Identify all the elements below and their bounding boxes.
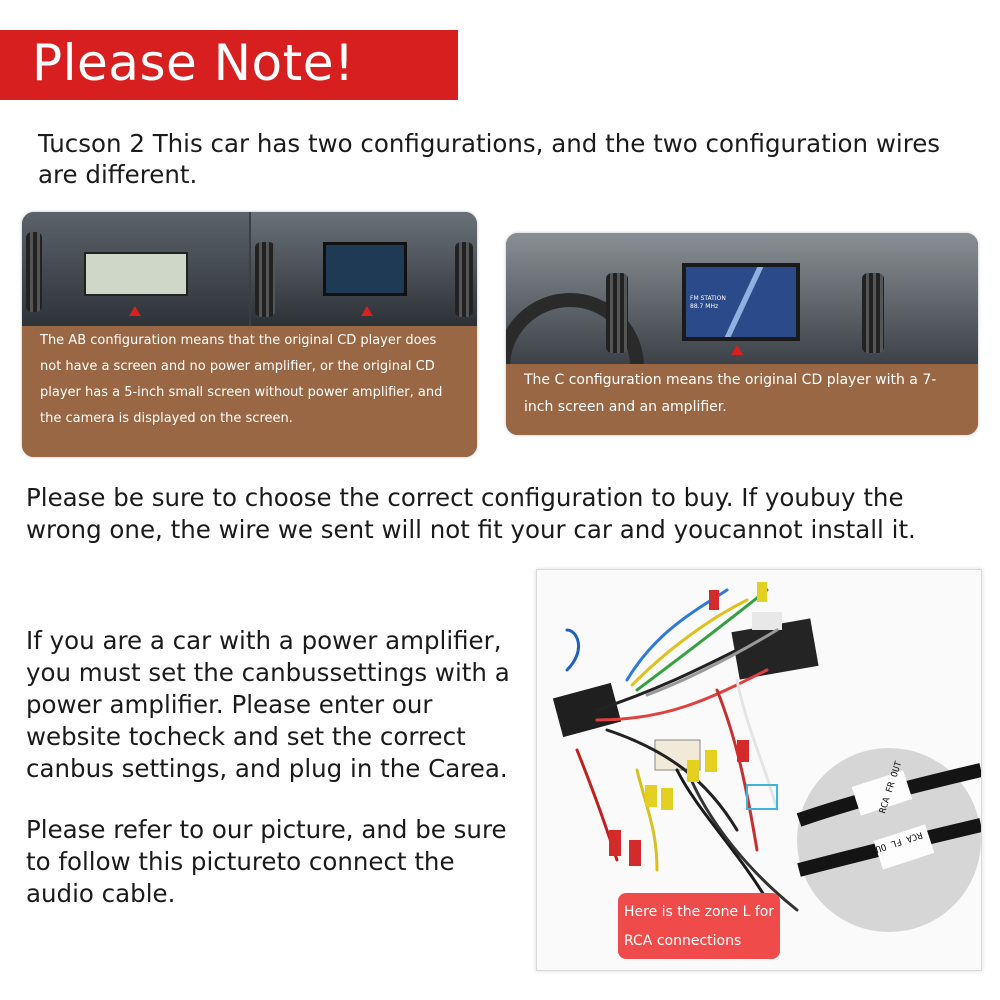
navigation-screen	[682, 263, 800, 341]
zone-l-callout: Here is the zone L for RCA connections	[618, 893, 780, 959]
screen-station-label: FM STATION	[690, 295, 726, 302]
screen-frequency-label: 88.7 MHz	[690, 303, 719, 310]
config-c-panel	[506, 233, 978, 435]
zoom-label-fr: RCA FR OUT	[878, 760, 905, 815]
amplifier-note-text: If you are a car with a power amplifier, you must set the canbussettings with a power amplifier. Please enter our website tocheck and set the correct canbus settings, and plug in the Carea.	[26, 626, 510, 783]
warning-text: Please be sure to choose the correct configuration to buy. If youbuy the wrong one, the wire we sent will not fit your car and youcannot install it.	[26, 483, 916, 544]
audio-note-text: Please refer to our picture, and be sure to follow this pictureto connect the audio cable.	[26, 815, 507, 908]
banner-title: Please Note!	[32, 34, 355, 92]
cd-player-7-inch-screen-photo	[506, 233, 978, 367]
please-note-banner	[0, 30, 458, 100]
cd-player-5-inch-screen-photo	[251, 212, 477, 328]
config-c-caption: The C configuration means the original CD player with a 7-inch screen and an amplifier.	[506, 364, 978, 435]
cd-player-no-screen-photo	[22, 212, 249, 328]
zoom-label-fl: RCA FL OUT	[868, 829, 924, 856]
config-ab-panel	[22, 212, 477, 457]
config-ab-caption: The AB configuration means that the original CD player does not have a screen and no power amplifier, or the original CD player has a 5-inch small screen without power amplifier, and the camera is displayed on the screen.	[22, 326, 477, 457]
intro-text: Tucson 2 This car has two configurations, and the two configuration wires are different.	[38, 129, 941, 189]
